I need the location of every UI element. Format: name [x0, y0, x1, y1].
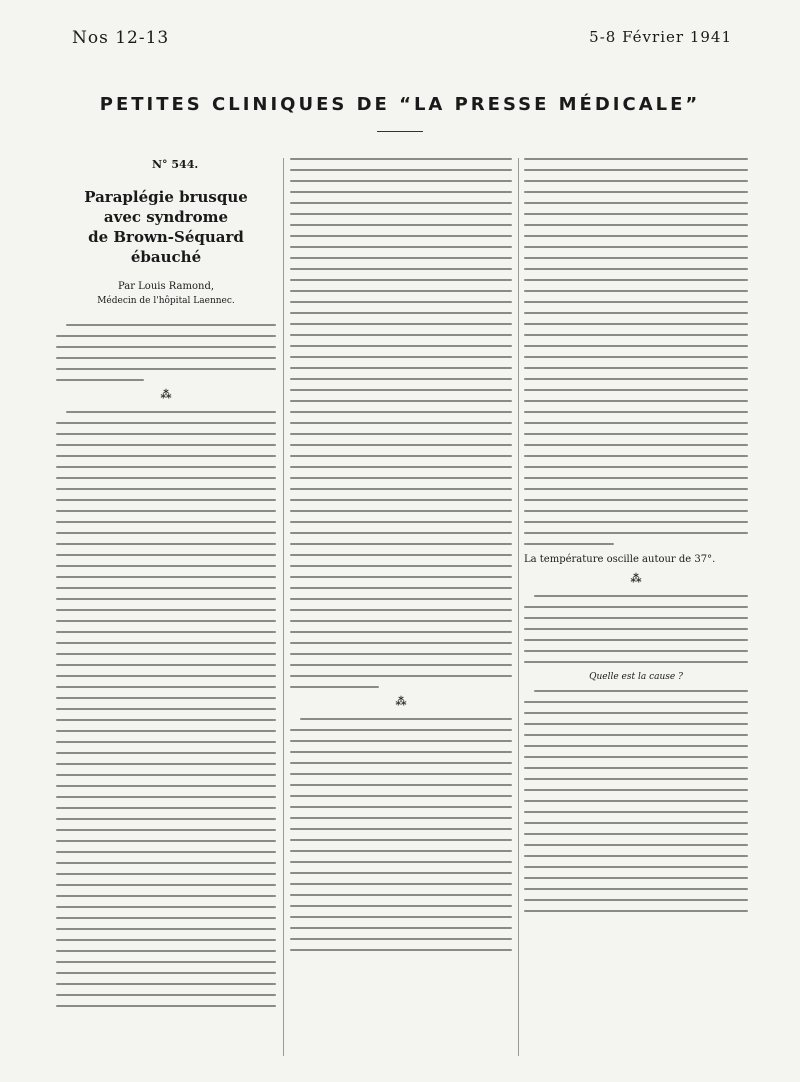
column-divider [518, 158, 519, 1056]
illegible-text-block [56, 324, 276, 381]
temperature-note: La température oscille autour de 37°. [524, 554, 716, 565]
illegible-text-block [56, 411, 276, 1007]
issue-number: Nos 12-13 [72, 28, 170, 48]
illegible-text-block [524, 158, 748, 545]
section-separator: ⁂ [160, 388, 172, 401]
banner-rule [377, 131, 423, 132]
column-3 [524, 158, 748, 1056]
page-header [72, 28, 732, 52]
article-body [56, 158, 748, 1056]
section-banner: PETITES CLINIQUES DE “LA PRESSE MÉDICALE” [99, 94, 701, 115]
title-line: avec syndrome [103, 208, 229, 226]
illegible-text-block [524, 690, 748, 912]
illegible-text-block [524, 595, 748, 663]
section-separator: ⁂ [395, 695, 407, 708]
column-divider [283, 158, 284, 1056]
author-affiliation: Médecin de l'hôpital Laennec. [97, 296, 235, 306]
article-number: N° 544. [152, 158, 199, 171]
section-cue: Quelle est la cause ? [589, 672, 683, 682]
section-separator: ⁂ [630, 572, 642, 585]
title-line: Paraplégie brusque [84, 188, 248, 206]
byline: Par Louis Ramond, [117, 281, 215, 292]
issue-date: 5-8 Février 1941 [589, 28, 732, 46]
illegible-text-block [290, 718, 512, 951]
title-line: de Brown-Séquard ébauché [88, 228, 244, 266]
article-title [56, 187, 276, 267]
column-2 [290, 158, 512, 1056]
illegible-text-block [290, 158, 512, 688]
column-1 [56, 158, 276, 1056]
